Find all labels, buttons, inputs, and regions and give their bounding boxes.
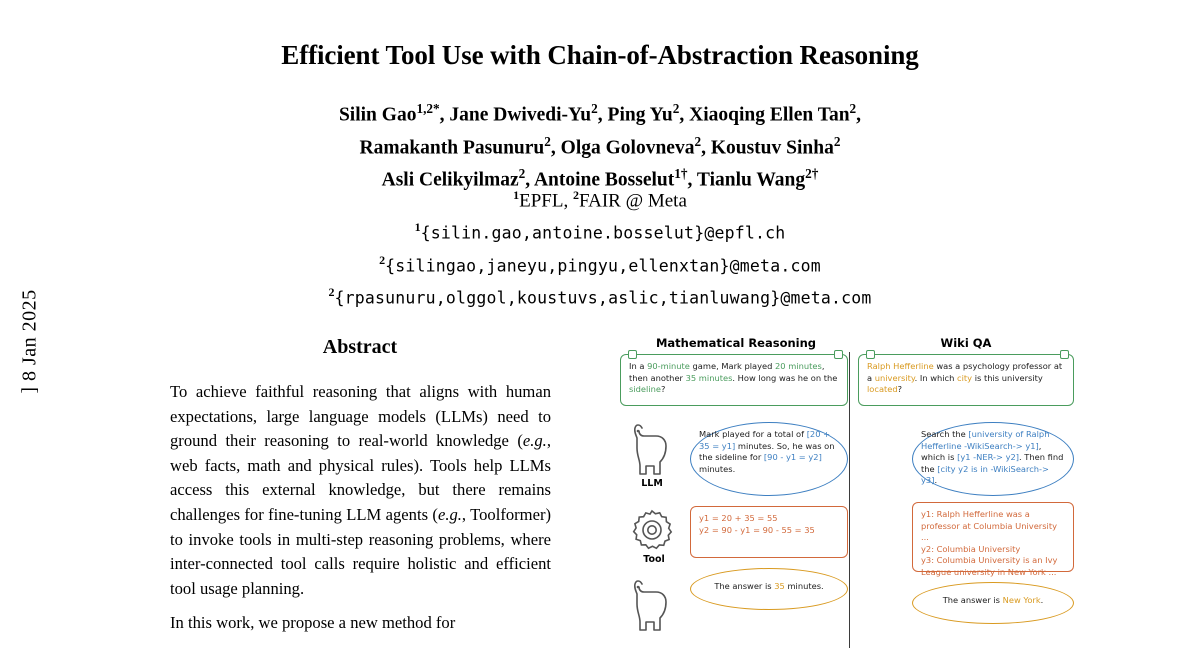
abstract-eg-2: e.g. (437, 504, 462, 524)
wiki-question-text (867, 361, 1062, 394)
text-run: minutes. So, he was on the sideline for (699, 440, 835, 463)
abstract-heading: Abstract (322, 336, 398, 358)
math-tool-output-box (690, 506, 848, 558)
abstract-body (170, 380, 551, 636)
author-affil-marker: 2 (694, 133, 702, 149)
text-run: is this university (972, 372, 1043, 383)
llm-avatar-icon (624, 422, 678, 482)
affiliation-epfl: EPFL, (519, 190, 573, 212)
math-tool-line-1: y1 = 20 + 35 = 55 (699, 513, 778, 523)
text-run: . Then find the (921, 452, 1064, 474)
wiki-tool-output-box (912, 502, 1074, 577)
email-marker-1: 1 (414, 220, 421, 235)
abstract-text: To achieve faithful reasoning that aligns with human expectations, large language models (LLMs) need to ground their reasoning to real-world knowledge ( (170, 382, 551, 451)
math-answer-suffix: minutes. (784, 581, 824, 591)
math-tool-line-2: y2 = 90 - y1 = 90 - 55 = 35 (699, 524, 815, 535)
text-run: 35 minutes (685, 372, 733, 383)
figure-column-title-wiki: Wiki QA (940, 336, 992, 350)
abstract-paragraph-1 (170, 380, 551, 601)
text-run: [20 + 35 = y1] (699, 429, 831, 451)
email-text-2: {silingao,janeyu,pingyu,ellenxtan}@meta.com (385, 255, 821, 275)
wiki-tool-line-3: y3: Columbia University is an Ivy League university in New York ... (921, 555, 1058, 577)
note-clip-left-icon (628, 350, 637, 359)
author-name: , Xiaoqing Ellen Tan (679, 104, 850, 126)
math-answer-prefix: The answer is (714, 581, 775, 591)
author-affil-marker: 2 (518, 166, 526, 181)
author-name: , Olga Golovneva (550, 137, 695, 158)
text-run: located (867, 384, 898, 395)
text-run: . How long was he on the (732, 372, 838, 383)
author-affil-marker: 2 (849, 101, 857, 116)
text-run: minutes. (699, 463, 736, 474)
abstract-eg-1: e.g. (522, 431, 547, 451)
text-run: Ralph Hefferline (867, 361, 934, 371)
author-list (0, 96, 1200, 194)
text-run: game, Mark played (689, 361, 776, 371)
arxiv-stamp-text: ] 8 Jan 2025 (18, 289, 41, 394)
text-run: [90 - y1 = y2] (763, 452, 822, 463)
text-run: . In which (914, 372, 958, 383)
author-affil-marker: 2 (544, 133, 551, 149)
author-name: , Tianlu Wang (687, 169, 806, 191)
wiki-question-box (858, 354, 1074, 406)
wiki-reasoning-bubble (912, 422, 1074, 496)
author-name: , Antoine Bosselut (525, 169, 675, 191)
note-clip-right-icon-2 (1060, 350, 1069, 359)
tool-icon-label: Tool (643, 554, 665, 565)
affiliation-marker-1: 1 (513, 188, 520, 202)
note-clip-right-icon (834, 350, 843, 359)
email-marker-3: 2 (328, 284, 335, 299)
text-run: sideline (629, 384, 661, 395)
wiki-tool-line-1: y1: Ralph Hefferline was a professor at Columbia University ... (921, 509, 1058, 543)
affiliation-block (0, 182, 1200, 311)
email-text-3: {rpasunuru,olggol,koustuvs,aslic,tianluwang}@meta.com (334, 288, 872, 308)
author-line-1 (0, 96, 1200, 129)
note-clip-left-icon-2 (866, 350, 875, 359)
author-name: , Koustuv Sinha (701, 137, 834, 158)
wiki-reasoning-text (921, 429, 1063, 485)
author-name: Ramakanth Pasunuru (359, 137, 545, 158)
affiliation-fair: FAIR @ Meta (578, 190, 687, 212)
text-run: city (957, 372, 973, 383)
author-name: Asli Celikyilmaz (381, 169, 519, 191)
text-run: 90-minute (647, 361, 690, 371)
author-affil-marker: 2 (672, 101, 680, 116)
wiki-tool-line-2: y2: Columbia University (921, 543, 1021, 554)
wiki-answer-bubble (912, 582, 1074, 624)
text-run: [city y2 is in -WikiSearch-> y3] (921, 463, 1050, 486)
wiki-answer-suffix: . (1040, 595, 1044, 605)
text-run: ? (897, 384, 903, 395)
wiki-answer-value: New York (1002, 595, 1041, 605)
text-run: Mark played for a total of (699, 429, 807, 439)
abstract-text: , web facts, math and physical rules). Tools help LLMs access this external knowledge, but there remains challenges for fine-tuning LLM agents ( (170, 431, 551, 524)
email-text-1: {silin.gao,antoine.bosselut}@epfl.ch (420, 223, 786, 243)
text-run: Search the (921, 429, 969, 439)
text-run: , which is (921, 440, 1042, 463)
email-line-2 (0, 247, 1200, 279)
llm-icon-label-1: LLM (641, 478, 663, 489)
arxiv-stamp (10, 289, 50, 630)
author-affil-marker: 2 (591, 101, 598, 116)
email-line-3 (0, 279, 1200, 311)
email-marker-2: 2 (379, 252, 386, 267)
abstract-text: , Toolformer) to invoke tools in multi-step reasoning problems, where inter-connected tool calls require holistic and efficient tool usage planning. (170, 504, 552, 598)
affiliation-line (0, 182, 1200, 214)
author-affil-marker: 1,2* (416, 101, 440, 116)
math-answer-value: 35 (774, 581, 785, 591)
text-run: was a psychology professor at a (867, 361, 1063, 383)
tool-gear-icon (628, 506, 676, 558)
author-affil-marker: 2† (805, 166, 819, 181)
author-affil-marker: 2 (833, 133, 841, 149)
author-name: , Jane Dwivedi-Yu (439, 104, 592, 126)
abstract-paragraph-2: In this work, we propose a new method for (170, 613, 456, 633)
math-reasoning-bubble (690, 422, 848, 496)
text-run: In a (629, 361, 648, 371)
text-run: [y1 -NER-> y2] (957, 452, 1020, 463)
llm-avatar-icon-2 (624, 578, 678, 638)
text-run: [university of Ralph Hefferline -WikiSearch-> y1] (921, 429, 1050, 451)
author-affil-marker: 1† (674, 166, 688, 181)
text-run: , then another (629, 361, 825, 383)
figure-1 (612, 336, 1082, 648)
text-run: ? (660, 384, 666, 395)
author-separator: , (856, 104, 862, 126)
email-line-1 (0, 214, 1200, 246)
math-answer-bubble (690, 568, 848, 610)
wiki-answer-prefix: The answer is (942, 595, 1003, 605)
author-name: Silin Gao (338, 104, 417, 126)
math-question-text (629, 361, 837, 394)
text-run: university (874, 372, 915, 383)
author-name: , Ping Yu (597, 104, 673, 126)
math-reasoning-text (699, 429, 835, 474)
affiliation-marker-2: 2 (572, 188, 579, 202)
text-run: . (934, 475, 938, 486)
figure-divider (849, 352, 850, 648)
figure-column-title-math: Mathematical Reasoning (655, 336, 817, 350)
math-question-box (620, 354, 848, 406)
author-line-2 (0, 129, 1200, 162)
text-run: 20 minutes (775, 361, 822, 371)
page-title: Efficient Tool Use with Chain-of-Abstraction Reasoning (281, 40, 919, 70)
